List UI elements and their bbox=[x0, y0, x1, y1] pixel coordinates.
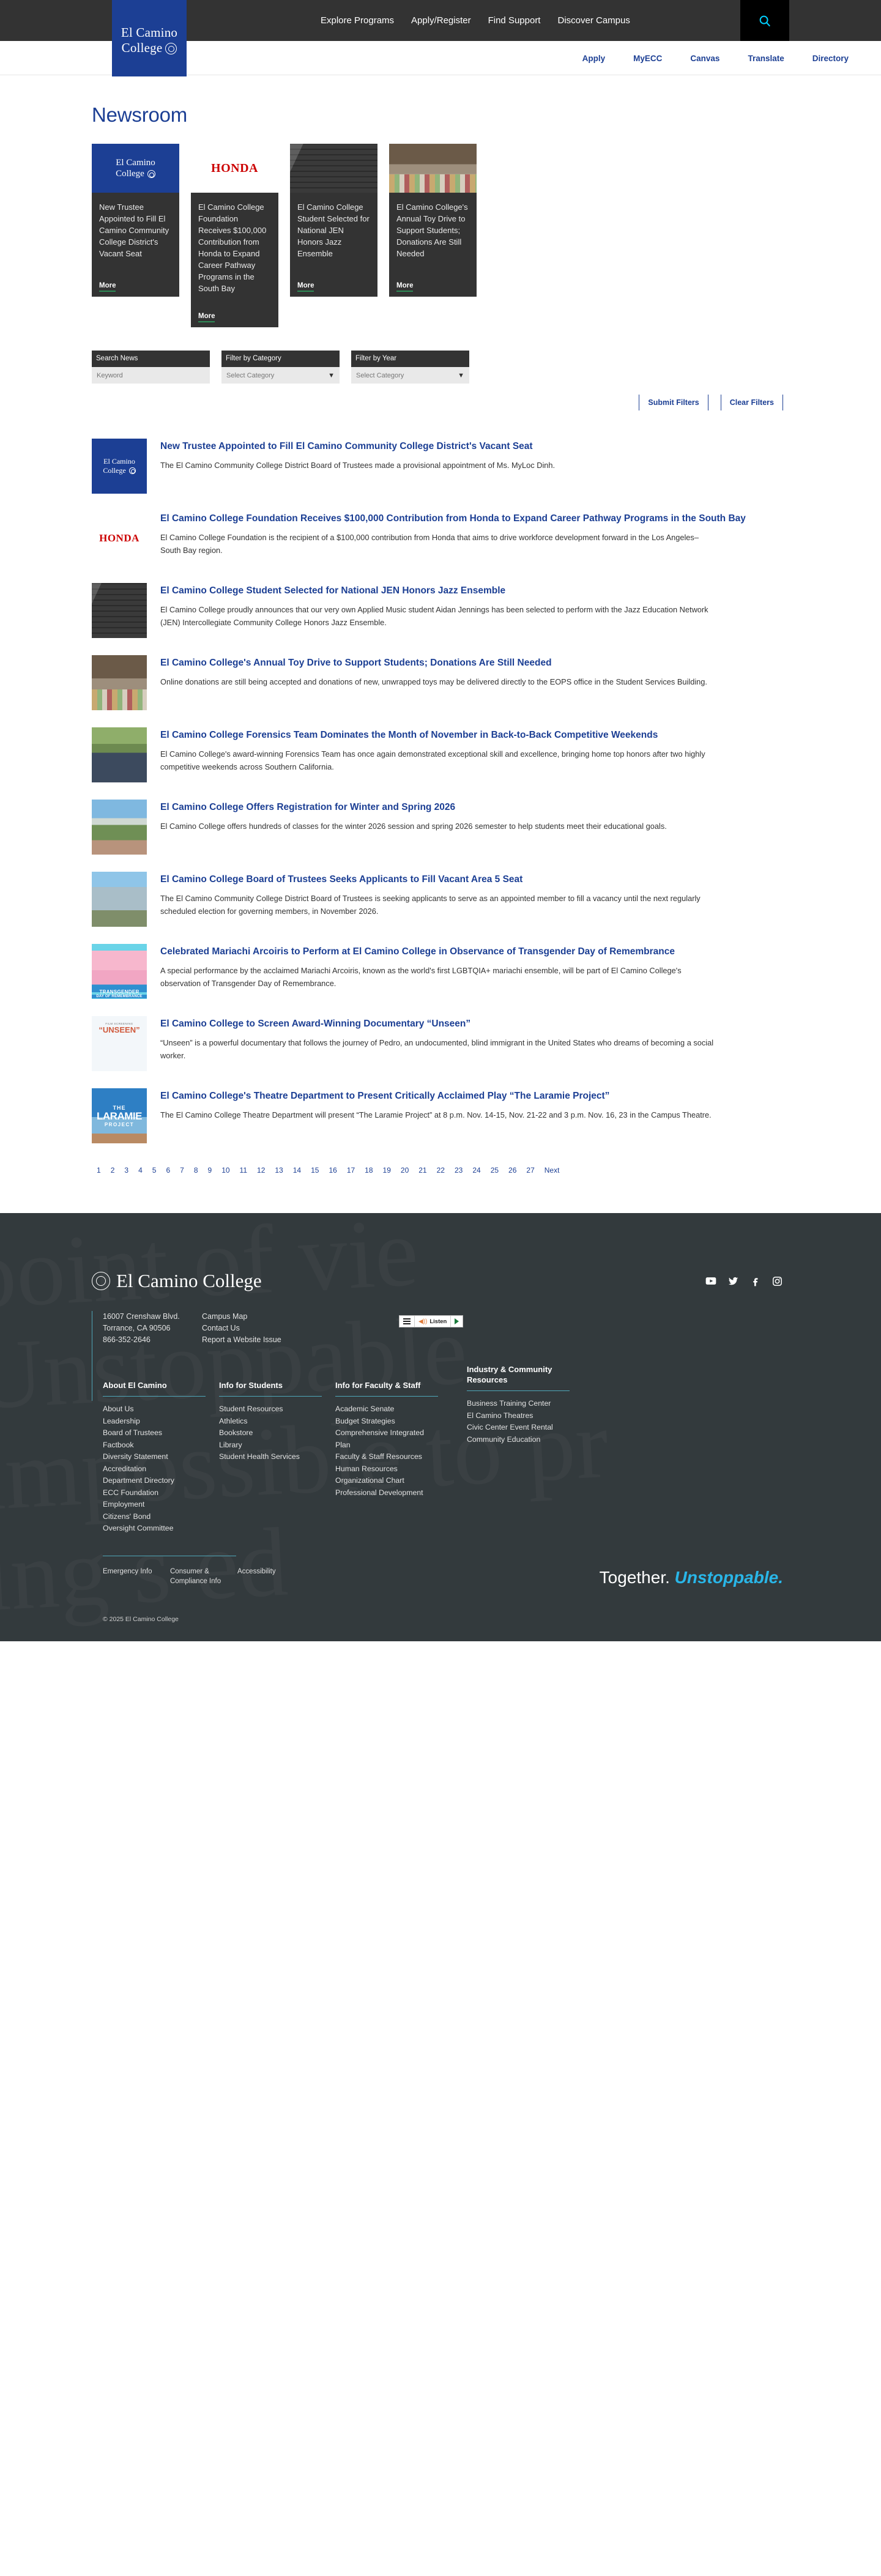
featured-card[interactable] bbox=[290, 144, 377, 297]
footer-link[interactable]: Civic Center Event Rental bbox=[467, 1423, 553, 1431]
news-item-description: Online donations are still being accepted and donations of new, unwrapped toys may be delivered directly to the EOPS office in the Student Services Building. bbox=[160, 677, 707, 686]
featured-card-honda-image bbox=[191, 144, 278, 193]
featured-news-carousel bbox=[92, 144, 801, 327]
site-footer bbox=[0, 1213, 881, 1641]
footer-address bbox=[92, 1311, 202, 1346]
news-filter-bar bbox=[92, 351, 881, 384]
tagline-accent: Unstoppable. bbox=[674, 1567, 783, 1587]
phone-number[interactable]: 866-352-2646 bbox=[103, 1335, 151, 1344]
news-item-description: El Camino College proudly announces that our very own Applied Music student Aidan Jennings has been selected to perform with the Jazz Education Network (JEN) Intercollegiate Community College Honors Jazz Ensemble. bbox=[160, 605, 708, 627]
news-item-description: “Unseen” is a powerful documentary that follows the journey of Pedro, an undocumented, blind immigrant in the United States who dreams of becoming a social worker. bbox=[160, 1038, 714, 1060]
search-button[interactable] bbox=[740, 0, 789, 41]
play-icon bbox=[455, 1318, 459, 1324]
site-logo[interactable] bbox=[112, 0, 187, 76]
divider bbox=[782, 395, 783, 410]
news-item-description: El Camino College Foundation is the recipient of a $100,000 contribution from Honda that aims to drive workforce development forward in the Los Angeles–South Bay region. bbox=[160, 533, 699, 555]
footer-link[interactable]: El Camino Theatres bbox=[467, 1411, 533, 1420]
util-apply[interactable]: Apply bbox=[582, 53, 606, 63]
pagination-page[interactable]: 3 bbox=[124, 1166, 129, 1175]
pagination-page[interactable]: 6 bbox=[166, 1166, 171, 1175]
news-list-item bbox=[92, 1088, 789, 1143]
submit-filters-button[interactable]: Submit Filters bbox=[648, 398, 699, 407]
honda-logo: HONDA bbox=[99, 532, 139, 544]
footer-column-heading: Info for Students bbox=[219, 1381, 283, 1390]
pagination-page[interactable]: 9 bbox=[207, 1166, 212, 1175]
util-myecc[interactable]: MyECC bbox=[633, 53, 663, 63]
footer-link[interactable]: Business Training Center bbox=[467, 1399, 551, 1408]
logo-line-1: El Camino bbox=[121, 24, 178, 40]
footer-link[interactable]: Leadership bbox=[103, 1416, 140, 1425]
chevron-down-icon: ▼ bbox=[328, 371, 335, 379]
address-line-1: 16007 Crenshaw Blvd. bbox=[103, 1312, 180, 1321]
footer-link[interactable]: Citizens' Bond Oversight Committee bbox=[103, 1512, 174, 1532]
college-seal-icon bbox=[147, 170, 155, 178]
pagination-page[interactable]: 8 bbox=[193, 1166, 198, 1175]
news-thumbnail-transgender-day[interactable] bbox=[92, 944, 147, 999]
featured-card-logo-image bbox=[92, 144, 179, 193]
pagination-page[interactable]: 1 bbox=[97, 1166, 101, 1175]
pagination-page[interactable]: 15 bbox=[311, 1166, 319, 1175]
footer-link[interactable]: Comprehensive Integrated Plan bbox=[335, 1428, 424, 1449]
copyright: © 2025 El Camino College bbox=[103, 1615, 179, 1623]
youtube-icon[interactable] bbox=[705, 1275, 717, 1287]
category-select-value: Select Category bbox=[226, 371, 275, 379]
nav-explore-programs[interactable]: Explore Programs bbox=[321, 15, 395, 26]
news-item-title[interactable]: El Camino College's Annual Toy Drive to Support Students; Donations Are Still Needed bbox=[160, 658, 552, 668]
news-item-title[interactable]: El Camino College's Theatre Department to Present Critically Acclaimed Play “The Laramie Project” bbox=[160, 1091, 610, 1101]
college-seal-icon bbox=[92, 1272, 110, 1290]
footer-navigation bbox=[0, 1346, 881, 1535]
logo-line-2: College bbox=[121, 40, 163, 55]
footer-link[interactable]: Academic Senate bbox=[335, 1405, 395, 1413]
footer-link[interactable]: Board of Trustees bbox=[103, 1428, 163, 1437]
page-content bbox=[0, 103, 881, 1213]
news-item-description: El Camino College's award-winning Forensics Team has once again demonstrated exceptional skill and excellence, bringing home top honors after two highly competitive weekends across Southern California. bbox=[160, 749, 705, 771]
twitter-icon[interactable] bbox=[727, 1275, 739, 1287]
pagination-page[interactable]: 14 bbox=[292, 1166, 302, 1175]
footer-tagline bbox=[600, 1567, 783, 1587]
divider bbox=[103, 1396, 206, 1397]
footer-link-contact-us[interactable]: Contact Us bbox=[202, 1324, 240, 1332]
news-thumbnail-campus[interactable] bbox=[92, 800, 147, 855]
thumb-caption-title: “UNSEEN” bbox=[99, 1025, 140, 1034]
featured-card[interactable] bbox=[191, 144, 278, 327]
footer-column-faculty-staff bbox=[335, 1380, 467, 1535]
footer-link[interactable]: About Us bbox=[103, 1405, 134, 1413]
listen-menu-button[interactable] bbox=[400, 1316, 415, 1327]
news-item-title[interactable]: New Trustee Appointed to Fill El Camino Community College District's Vacant Seat bbox=[160, 441, 533, 451]
search-news-label: Search News bbox=[92, 351, 210, 367]
pagination-page[interactable]: 21 bbox=[418, 1166, 427, 1175]
news-list-item bbox=[92, 800, 789, 855]
footer-column-about bbox=[103, 1380, 219, 1535]
featured-card-title: New Trustee Appointed to Fill El Camino Community College District's Vacant Seat bbox=[99, 202, 169, 258]
util-translate[interactable]: Translate bbox=[748, 53, 784, 63]
news-item-title[interactable]: El Camino College Board of Trustees Seeks Applicants to Fill Vacant Area 5 Seat bbox=[160, 874, 523, 885]
filter-category-label: Filter by Category bbox=[221, 351, 340, 367]
year-select[interactable] bbox=[351, 367, 469, 384]
footer-link[interactable]: Human Resources bbox=[335, 1464, 398, 1473]
pagination-page[interactable]: 13 bbox=[275, 1166, 283, 1175]
footer-link-campus-map[interactable]: Campus Map bbox=[202, 1312, 248, 1321]
news-thumbnail-unseen[interactable] bbox=[92, 1016, 147, 1071]
footer-link[interactable]: Faculty & Staff Resources bbox=[335, 1452, 422, 1461]
news-thumbnail-jazz[interactable] bbox=[92, 583, 147, 638]
footer-link-consumer-compliance[interactable]: Consumer & Compliance Info bbox=[170, 1567, 221, 1585]
news-list-item bbox=[92, 511, 789, 566]
footer-column-heading: About El Camino bbox=[103, 1381, 167, 1390]
college-seal-icon bbox=[129, 467, 136, 474]
nav-discover-campus[interactable]: Discover Campus bbox=[557, 15, 630, 26]
footer-link-accessibility[interactable]: Accessibility bbox=[237, 1567, 276, 1575]
footer-link[interactable]: Employment bbox=[103, 1500, 145, 1509]
featured-card-title: El Camino College Foundation Receives $100,000 Contribution from Honda to Expand Career Pathway Programs in the South Bay bbox=[198, 202, 267, 293]
address-line-2: Torrance, CA 90506 bbox=[103, 1324, 171, 1332]
footer-link[interactable]: Accreditation bbox=[103, 1464, 147, 1473]
divider bbox=[335, 1396, 438, 1397]
footer-link-report-issue[interactable]: Report a Website Issue bbox=[202, 1335, 281, 1344]
footer-link[interactable]: Organizational Chart bbox=[335, 1476, 404, 1485]
footer-brand bbox=[0, 1213, 881, 1311]
thumb-caption-line2: LARAMIE bbox=[97, 1110, 142, 1122]
news-thumbnail-logo[interactable] bbox=[92, 439, 147, 494]
pagination-page[interactable]: 19 bbox=[382, 1166, 391, 1175]
logo-line-1: El Camino bbox=[116, 158, 155, 168]
news-thumbnail-building[interactable] bbox=[92, 872, 147, 927]
thumb-caption-line1: THE bbox=[113, 1104, 126, 1111]
news-list-item bbox=[92, 439, 789, 494]
news-item-description: A special performance by the acclaimed Mariachi Arcoiris, known as the world's first LGBTQIA+ mariachi ensemble, will be part of El Camino College's observation of Transgender Day of Remembrance. bbox=[160, 966, 682, 988]
news-list-item bbox=[92, 1016, 789, 1071]
divider bbox=[219, 1396, 322, 1397]
listen-button[interactable] bbox=[415, 1316, 451, 1327]
footer-link[interactable]: Bookstore bbox=[219, 1428, 253, 1437]
pagination-page[interactable]: 4 bbox=[138, 1166, 143, 1175]
filter-year-label: Filter by Year bbox=[351, 351, 469, 367]
footer-link[interactable]: Athletics bbox=[219, 1416, 248, 1425]
chevron-down-icon: ▼ bbox=[458, 371, 464, 379]
footer-contact-row bbox=[0, 1311, 881, 1346]
pagination-page[interactable]: 12 bbox=[257, 1166, 266, 1175]
honda-logo: HONDA bbox=[211, 161, 258, 175]
pagination-page[interactable]: 24 bbox=[472, 1166, 481, 1175]
pagination-page[interactable]: 18 bbox=[365, 1166, 373, 1175]
news-thumbnail-forensics[interactable] bbox=[92, 727, 147, 782]
news-list bbox=[92, 439, 789, 1143]
footer-bottom bbox=[103, 1567, 881, 1587]
footer-column-students bbox=[219, 1380, 335, 1535]
util-canvas[interactable]: Canvas bbox=[690, 53, 720, 63]
pagination-page[interactable]: 26 bbox=[508, 1166, 517, 1175]
listen-label: Listen bbox=[429, 1318, 447, 1325]
footer-link[interactable]: Student Resources bbox=[219, 1405, 283, 1413]
filter-year-field bbox=[351, 351, 469, 384]
pagination-page[interactable]: 16 bbox=[329, 1166, 337, 1175]
news-item-title[interactable]: El Camino College Student Selected for National JEN Honors Jazz Ensemble bbox=[160, 585, 506, 596]
footer-column-heading: Info for Faculty & Staff bbox=[335, 1381, 421, 1390]
pagination-page[interactable]: 2 bbox=[110, 1166, 115, 1175]
news-item-title[interactable]: Celebrated Mariachi Arcoiris to Perform at El Camino College in Observance of Transgender Day of Remembrance bbox=[160, 946, 675, 957]
featured-card[interactable] bbox=[92, 144, 179, 297]
pagination-page[interactable]: 5 bbox=[152, 1166, 157, 1175]
logo-line-1: El Camino bbox=[103, 457, 135, 466]
pagination-page[interactable]: 17 bbox=[346, 1166, 355, 1175]
category-select[interactable] bbox=[221, 367, 340, 384]
news-item-title[interactable]: El Camino College Forensics Team Dominates the Month of November in Back-to-Back Competitive Weekends bbox=[160, 730, 658, 740]
pagination-page[interactable]: 10 bbox=[221, 1166, 230, 1175]
thumb-caption-line3: PROJECT bbox=[104, 1121, 135, 1127]
footer-link[interactable]: Library bbox=[219, 1440, 242, 1449]
filter-actions bbox=[0, 395, 789, 410]
featured-card-title: El Camino College's Annual Toy Drive to Support Students; Donations Are Still Needed bbox=[396, 202, 468, 258]
news-list-item bbox=[92, 583, 789, 638]
featured-card[interactable] bbox=[389, 144, 477, 297]
footer-link[interactable]: Diversity Statement bbox=[103, 1452, 168, 1461]
footer-logo-text: El Camino College bbox=[116, 1270, 262, 1291]
featured-card-toydrive-photo bbox=[389, 144, 477, 193]
news-item-description: El Camino College offers hundreds of classes for the winter 2026 session and spring 2026 semester to help students meet their educational goals. bbox=[160, 822, 667, 831]
footer-link[interactable]: ECC Foundation bbox=[103, 1488, 158, 1497]
footer-link[interactable]: Department Directory bbox=[103, 1476, 174, 1485]
footer-link[interactable]: Student Health Services bbox=[219, 1452, 300, 1461]
clear-filters-button[interactable]: Clear Filters bbox=[729, 398, 774, 407]
instagram-icon[interactable] bbox=[771, 1275, 783, 1287]
filter-category-field bbox=[221, 351, 340, 384]
college-seal-icon bbox=[165, 43, 177, 54]
news-list-item bbox=[92, 872, 789, 927]
pagination-page[interactable]: 23 bbox=[454, 1166, 463, 1175]
news-list-item bbox=[92, 944, 789, 999]
news-item-title[interactable]: El Camino College to Screen Award-Winning Documentary “Unseen” bbox=[160, 1019, 471, 1029]
news-thumbnail-honda[interactable] bbox=[92, 511, 147, 566]
search-news-field bbox=[92, 351, 210, 384]
pagination-page[interactable]: 22 bbox=[436, 1166, 445, 1175]
nav-apply-register[interactable]: Apply/Register bbox=[411, 15, 471, 26]
social-links bbox=[705, 1275, 783, 1287]
footer-link[interactable]: Community Education bbox=[467, 1435, 541, 1444]
featured-card-more-link[interactable]: More bbox=[396, 282, 413, 292]
footer-column-heading: Industry & Community Resources bbox=[467, 1365, 552, 1384]
news-item-description: The El Camino Community College District Board of Trustees is seeking applicants to serve as an appointed member to fill a vacancy until the next regularly scheduled election for governing members, in November 2026. bbox=[160, 894, 701, 916]
footer-legal-links bbox=[103, 1567, 305, 1586]
page-title: Newsroom bbox=[92, 103, 188, 126]
logo-line-2: College bbox=[103, 466, 126, 475]
footer-quicklinks bbox=[202, 1311, 324, 1346]
pagination-page[interactable]: 20 bbox=[400, 1166, 409, 1175]
facebook-icon[interactable] bbox=[749, 1275, 761, 1287]
news-list-item bbox=[92, 727, 789, 782]
featured-card-title: El Camino College Student Selected for National JEN Honors Jazz Ensemble bbox=[297, 202, 370, 258]
footer-column-industry-community bbox=[467, 1365, 598, 1535]
listen-widget[interactable] bbox=[399, 1315, 463, 1327]
featured-card-more-link[interactable]: More bbox=[297, 282, 314, 292]
footer-link[interactable]: Factbook bbox=[103, 1440, 134, 1449]
pagination-next[interactable]: Next bbox=[544, 1166, 560, 1175]
util-directory[interactable]: Directory bbox=[812, 53, 849, 63]
thumb-caption-line1: TRANSGENDER bbox=[99, 989, 139, 995]
pagination-page[interactable]: 27 bbox=[526, 1166, 535, 1175]
divider bbox=[467, 1390, 570, 1391]
pagination-page[interactable]: 7 bbox=[180, 1166, 184, 1175]
listen-play-button[interactable] bbox=[451, 1316, 463, 1327]
primary-navigation bbox=[312, 0, 639, 41]
pagination bbox=[92, 1164, 881, 1176]
featured-card-jazz-photo bbox=[290, 144, 377, 193]
thumb-caption-sub: FILM SCREENING bbox=[105, 1022, 133, 1025]
footer-link-emergency-info[interactable]: Emergency Info bbox=[103, 1567, 152, 1575]
pagination-page[interactable]: 25 bbox=[490, 1166, 499, 1175]
news-item-description: The El Camino College Theatre Department will present “The Laramie Project” at 8 p.m. Nov. 14-15, Nov. 21-22 and 3 p.m. Nov. 16, 23 in the Campus Theatre. bbox=[160, 1110, 712, 1119]
tagline-plain: Together. bbox=[599, 1567, 670, 1587]
logo-line-2: College bbox=[116, 169, 144, 179]
search-icon bbox=[758, 14, 771, 28]
thumb-caption-line2: DAY OF REMEMBRANCE bbox=[92, 995, 147, 998]
news-thumbnail-laramie[interactable] bbox=[92, 1088, 147, 1143]
speaker-icon: ◀)) bbox=[418, 1318, 428, 1325]
featured-card-more-link[interactable]: More bbox=[99, 282, 116, 292]
news-list-item bbox=[92, 655, 789, 710]
pagination-page[interactable]: 11 bbox=[239, 1166, 248, 1175]
footer-link[interactable]: Budget Strategies bbox=[335, 1416, 395, 1425]
news-item-title[interactable]: El Camino College Offers Registration for Winter and Spring 2026 bbox=[160, 802, 456, 812]
year-select-value: Select Category bbox=[356, 371, 404, 379]
news-item-description: The El Camino Community College District Board of Trustees made a provisional appointment of Ms. MyLoc Dinh. bbox=[160, 461, 556, 470]
featured-card-more-link[interactable]: More bbox=[198, 313, 215, 322]
nav-find-support[interactable]: Find Support bbox=[488, 15, 541, 26]
hamburger-icon bbox=[403, 1318, 411, 1324]
news-item-title[interactable]: El Camino College Foundation Receives $100,000 Contribution from Honda to Expand Career Pathway Programs in the South Bay bbox=[160, 513, 746, 524]
search-input[interactable] bbox=[97, 372, 205, 379]
news-thumbnail-toydrive[interactable] bbox=[92, 655, 147, 710]
footer-link[interactable]: Professional Development bbox=[335, 1488, 423, 1497]
utility-navigation bbox=[568, 41, 863, 75]
